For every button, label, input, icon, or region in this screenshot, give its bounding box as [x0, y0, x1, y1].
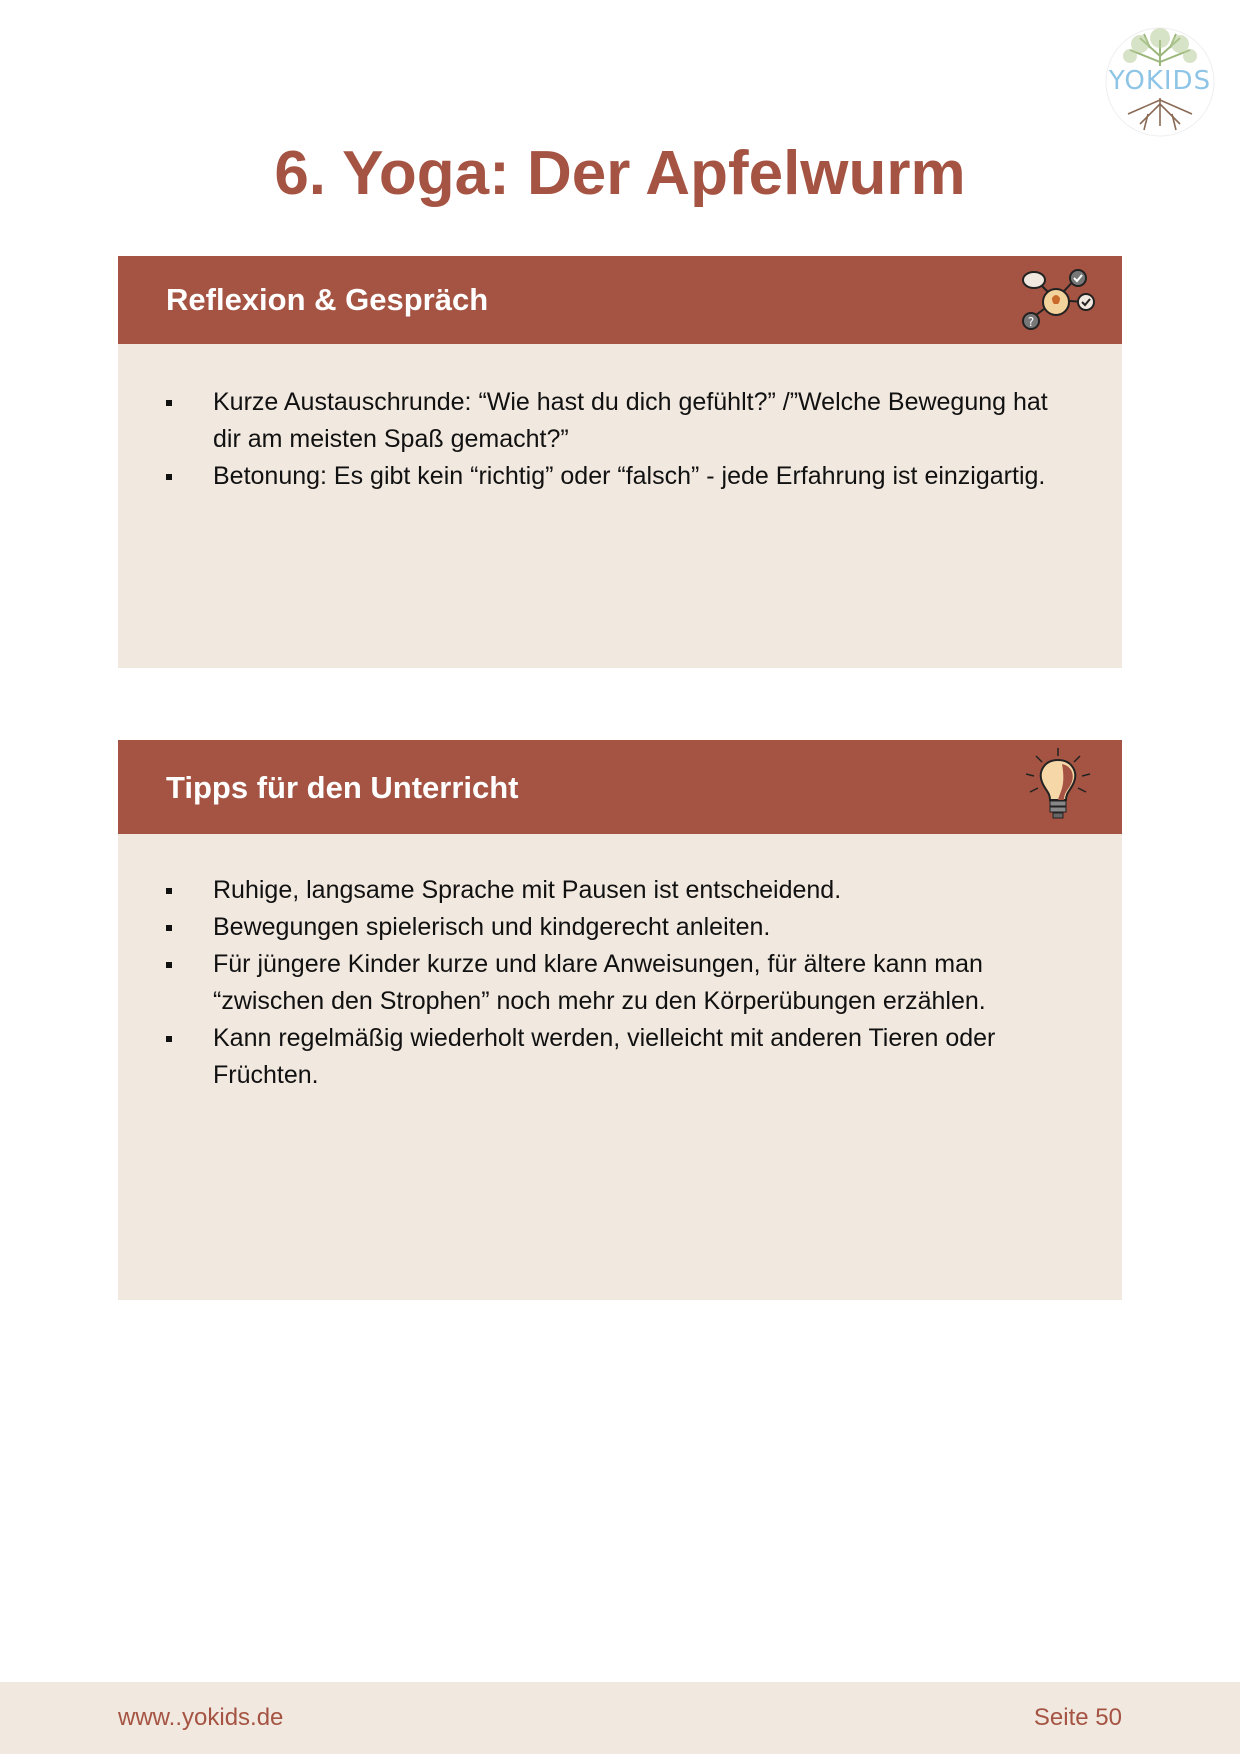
section-tipps	[118, 740, 1122, 1300]
page-title: 6. Yoga: Der Apfelwurm	[274, 139, 966, 208]
list-item: Bewegungen spielerisch und kindgerecht anleiten.	[166, 909, 1082, 946]
website-link[interactable]: www..yokids.de	[118, 1704, 284, 1731]
section-title: Tipps für den Unterricht	[166, 770, 519, 805]
page-footer	[0, 1682, 1240, 1754]
page-number: Seite 50	[1033, 1704, 1122, 1731]
section-header	[118, 256, 1122, 344]
list-item: Kurze Austauschrunde: “Wie hast du dich gefühlt?” /”Welche Bewegung hat dir am meisten Spaß gemacht?”	[166, 384, 1082, 458]
brain-lightbulb-network-icon	[1018, 266, 1098, 336]
section-header	[118, 740, 1122, 834]
svg-text:?: ?	[1027, 315, 1035, 329]
lightbulb-icon	[1018, 746, 1098, 822]
list-item: Ruhige, langsame Sprache mit Pausen ist entscheidend.	[166, 872, 1082, 909]
section-reflexion	[118, 256, 1122, 668]
section-body	[118, 344, 1122, 668]
list-item: Kann regelmäßig wiederholt werden, vielleicht mit anderen Tieren oder Früchten.	[166, 1020, 1082, 1094]
section-body	[118, 834, 1122, 1300]
yokids-logo	[1104, 26, 1216, 138]
section-title: Reflexion & Gespräch	[166, 282, 489, 317]
logo-text: YOKIDS	[1108, 66, 1212, 96]
bullet-list	[166, 384, 1082, 495]
list-item: Für jüngere Kinder kurze und klare Anweisungen, für ältere kann man “zwischen den Strophen” noch mehr zu den Körperübungen erzählen.	[166, 946, 1082, 1020]
list-item: Betonung: Es gibt kein “richtig” oder “falsch” - jede Erfahrung ist einzigartig.	[166, 458, 1082, 495]
bullet-list	[166, 872, 1082, 1094]
